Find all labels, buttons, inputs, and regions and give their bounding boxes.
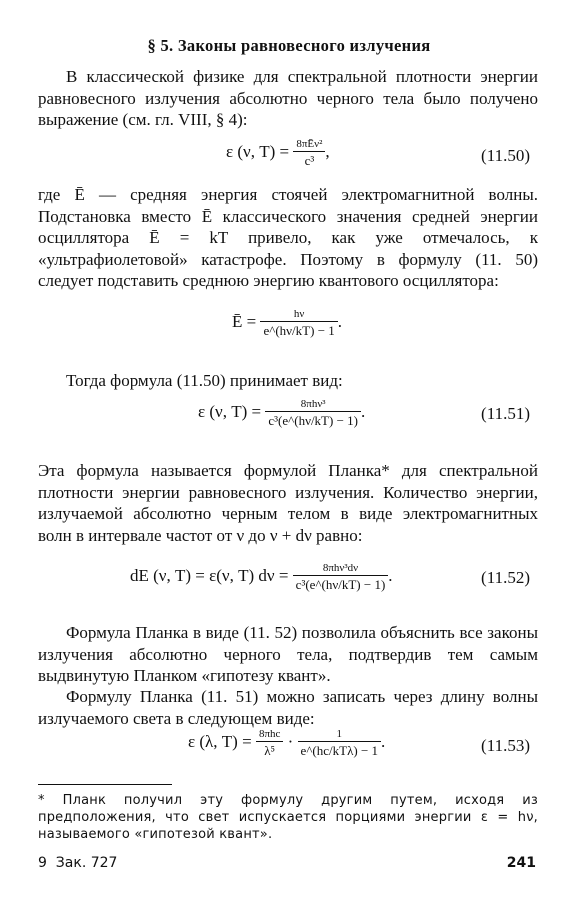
eq-numerator: 1	[336, 728, 343, 740]
eq-fraction-b	[298, 728, 382, 758]
print-signature: 9 Зак. 727	[38, 855, 118, 871]
eq-lhs: ε (λ, T) =	[188, 731, 252, 751]
equation-number: (11.50)	[481, 146, 530, 165]
footnote-divider	[38, 784, 172, 785]
eq-denominator: c³(e^(hν/kT) − 1)	[265, 411, 361, 428]
paragraph-planck: Эта формула называется формулой Планка* для спектральной плотности энергии равновесного излучения. Количество энергии, излучаемой абсолютно черным телом в виде электромагнитных волн в интервале частот от ν до ν + dν равно:	[38, 461, 538, 545]
eq-fraction	[293, 562, 389, 592]
eq-dot: ·	[287, 731, 294, 751]
eq-fraction	[265, 398, 361, 428]
equation-number: (11.52)	[481, 568, 530, 587]
equation-number: (11.53)	[481, 736, 530, 755]
eq-tail: .	[381, 731, 386, 751]
eq-numerator: 8πhc	[258, 728, 281, 740]
eq-tail: .	[388, 565, 393, 585]
eq-denominator: e^(hν/kT) − 1	[260, 321, 337, 338]
equation-11-50	[226, 138, 330, 168]
eq-tail: ,	[325, 141, 330, 161]
eq-numerator: 8πhν³dν	[322, 562, 359, 574]
eq-fraction	[293, 138, 325, 168]
eq-fraction-a	[256, 728, 283, 758]
eq-lhs: ε (ν, T) =	[198, 401, 262, 421]
paragraph-laws: Формула Планка в виде (11. 52) позволила объяснить все законы излучения абсолютно черного тела, подтвердив тем самым выдвинутую Планком «гипотезу квант».	[38, 623, 538, 685]
eq-denominator: e^(hc/kTλ) − 1	[298, 741, 382, 758]
eq-tail: .	[337, 311, 343, 331]
eq-lhs: ε (ν, T) =	[226, 141, 290, 161]
equation-number: (11.51)	[481, 404, 530, 423]
eq-denominator: c³	[293, 151, 325, 168]
section-title: § 5. Законы равновесного излучения	[147, 36, 431, 55]
eq-numerator: hν	[293, 308, 305, 320]
eq-denominator: c³(e^(hν/kT) − 1)	[293, 575, 389, 592]
paragraph-then: Тогда формула (11.50) принимает вид:	[66, 371, 343, 390]
equation-11-53	[188, 728, 385, 758]
paragraph-wavelength: Формулу Планка (11. 51) можно записать через длину волны излучаемого света в следующем виде:	[38, 687, 538, 728]
paragraph-substitution: где Ē — средняя энергия стоячей электромагнитной волны. Подстановка вместо Ē классического значения средней энергии осциллятора Ē = kT привело, как уже отмечалось, к «ультрафиолетовой» катастрофе. Поэтому в формулу (11. 50) следует подставить среднюю энергию квантового осциллятора:	[38, 185, 538, 290]
eq-numerator: 8πĒν²	[296, 138, 323, 150]
page-number: 241	[506, 855, 536, 871]
footnote: * Планк получил эту формулу другим путем, исходя из предположения, что свет испускается порциями энергии ε = hν, называемого «гипотезой квант».	[38, 793, 538, 842]
eq-lhs: dE (ν, T) = ε(ν, T) dν =	[130, 565, 289, 585]
eq-denominator: λ⁵	[256, 741, 283, 758]
eq-tail: .	[361, 401, 366, 421]
eq-numerator: 8πhν³	[300, 398, 326, 410]
eq-fraction	[260, 308, 337, 338]
paragraph-intro: В классической физике для спектральной плотности энергии равновесного излучения абсолютно черного тела было получено выражение (см. гл. VIII, § 4):	[38, 67, 538, 129]
equation-11-51	[198, 398, 365, 428]
equation-mean-energy	[232, 308, 342, 338]
equation-11-52	[130, 562, 393, 592]
eq-lhs: Ē =	[232, 311, 257, 331]
